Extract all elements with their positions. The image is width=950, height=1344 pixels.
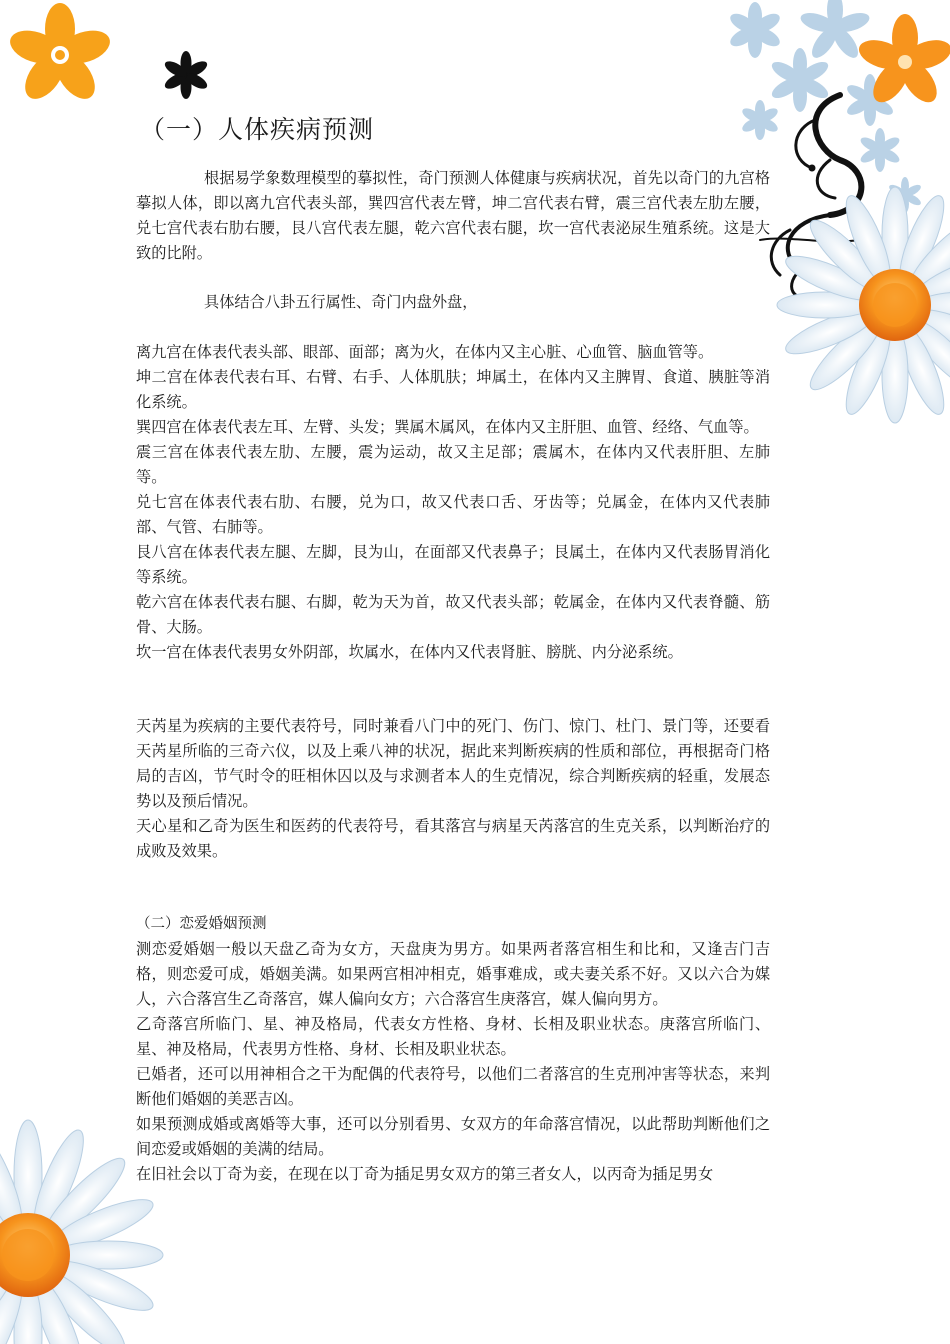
marriage-paragraph: 乙奇落宫所临门、星、神及格局，代表女方性格、身材、长相及职业状态。庚落宫所临门、星、神及格局，代表男方性格、身材、长相及职业状态。 [136, 1015, 770, 1058]
star-section [136, 714, 770, 864]
intro-paragraph: 根据易学象数理模型的摹拟性，奇门预测人体健康与疾病状况，首先以奇门的九宫格摹拟人体，即以离九宫代表头部，巽四宫代表左臂，坤二宫代表右臂，震三宫代表左肋左腰，兑七宫代表右肋右腰，艮八宫代表左腿，乾六宫代表右腿，坎一宫代表泌尿生殖系统。这是大致的比附。 [136, 169, 770, 262]
palace-item: 兑七宫在体表代表右肋、右腰，兑为口，故又代表口舌、牙齿等；兑属金，在体内又代表肺部、气管、右肺等。 [136, 493, 770, 536]
subintro-paragraph: 具体结合八卦五行属性、奇门内盘外盘， [204, 293, 478, 311]
marriage-paragraph: 已婚者，还可以用神相合之干为配偶的代表符号，以他们二者落宫的生克刑冲害等状态，来判断他们婚姻的美恶吉凶。 [136, 1065, 770, 1108]
palace-list [136, 340, 770, 665]
star-paragraph: 天心星和乙奇为医生和医药的代表符号，看其落宫与病星天芮落宫的生克关系，以判断治疗的成败及效果。 [136, 817, 770, 860]
palace-item: 震三宫在体表代表左肋、左腰，震为运动，故又主足部；震属木，在体内又代表肝胆、左肺等。 [136, 443, 770, 486]
palace-item: 乾六宫在体表代表右腿、右脚，乾为天为首，故又代表头部；乾属金，在体内又代表脊髓、筋骨、大肠。 [136, 593, 770, 636]
marriage-paragraph: 在旧社会以丁奇为妾，在现在以丁奇为插足男女双方的第三者女人，以丙奇为插足男女 [136, 1165, 714, 1183]
marriage-paragraph: 测恋爱婚姻一般以天盘乙奇为女方，天盘庚为男方。如果两者落宫相生和比和，又逢吉门吉格，则恋爱可成，婚姻美满。如果两宫相冲相克，婚事难成，或夫妻关系不好。又以六合为媒人，六合落宫生乙奇落宫，媒人偏向女方；六合落宫生庚落宫，媒人偏向男方。 [136, 940, 770, 1008]
palace-item: 坎一宫在体表代表男女外阴部，坎属水，在体内又代表肾脏、膀胱、内分泌系统。 [136, 643, 683, 661]
marriage-paragraph: 如果预测成婚或离婚等大事，还可以分别看男、女双方的年命落宫情况，以此帮助判断他们之间恋爱或婚姻的美满的结局。 [136, 1115, 770, 1158]
swirl-ornament-icon [760, 95, 861, 298]
star-paragraph: 天芮星为疾病的主要代表符号，同时兼看八门中的死门、伤门、惊门、杜门、景门等，还要看天芮星所临的三奇六仪，以及上乘八神的状况，据此来判断疾病的性质和部位，再根据奇门格局的吉凶，节气时令的旺相休囚以及与求测者本人的生克情况，综合判断疾病的轻重，发展态势以及预后情况。 [136, 717, 770, 810]
marriage-section [136, 912, 770, 1187]
daisy-flower-icon [777, 187, 950, 423]
palace-item: 坤二宫在体表代表右耳、右臂、右手、人体肌肤；坤属土，在体内又主脾胃、食道、胰脏等消化系统。 [136, 368, 770, 411]
palace-item: 离九宫在体表代表头部、眼部、面部；离为火，在体内又主心脏、心血管、脑血管等。 [136, 343, 714, 361]
orange-flower-icon [855, 14, 950, 108]
palace-item: 艮八宫在体表代表左腿、左脚，艮为山，在面部又代表鼻子；艮属土，在体内又代表肠胃消化等系统。 [136, 543, 770, 586]
page-title: （一）人体疾病预测 [140, 115, 375, 144]
orange-flower-icon [6, 3, 114, 106]
palace-item: 巽四宫在体表代表左耳、左臂、头发；巽属木属风，在体内又主肝胆、血管、经络、气血等。 [136, 418, 759, 436]
black-flower-icon [162, 51, 209, 99]
section-heading: （二）恋爱婚姻预测 [136, 916, 267, 932]
